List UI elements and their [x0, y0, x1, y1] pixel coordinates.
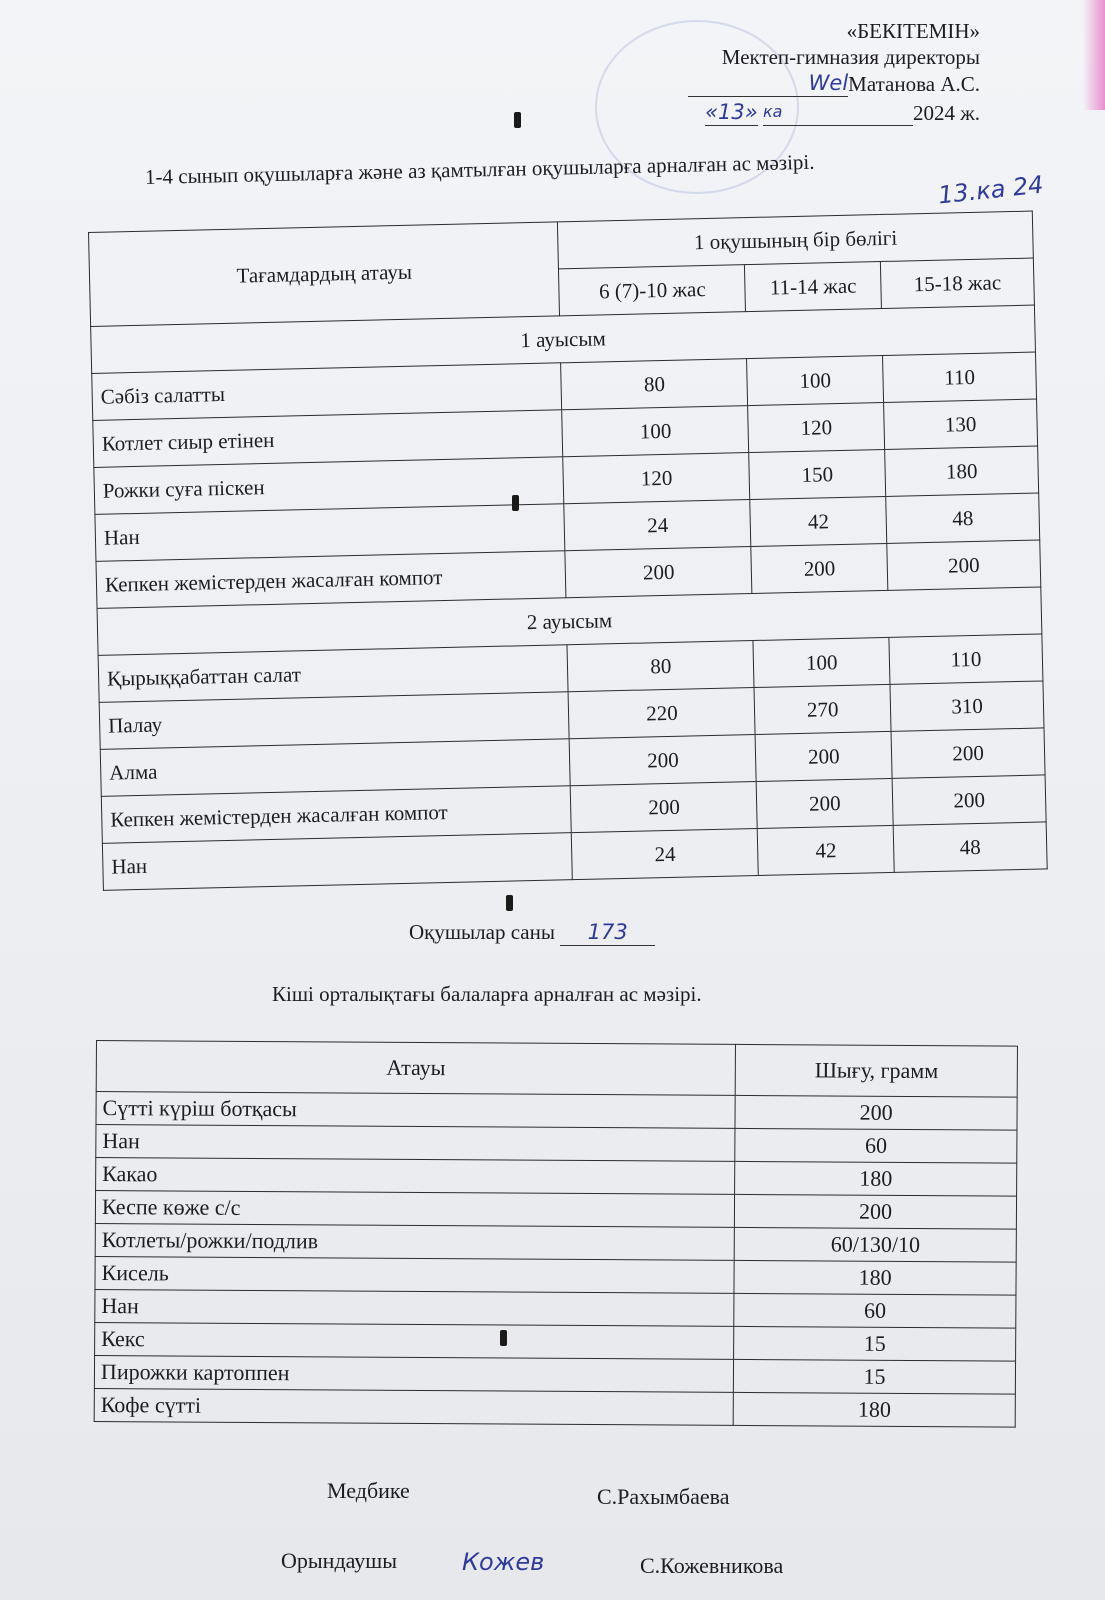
- portion-value: 200: [756, 778, 893, 828]
- output-value: 60: [735, 1128, 1017, 1163]
- pink-edge: [1083, 0, 1105, 110]
- portion-value: 200: [887, 540, 1041, 590]
- dish-name: Кепкен жемістерден жасалған компот: [101, 786, 571, 844]
- dish-name: Нан: [102, 833, 572, 891]
- portion-value: 120: [748, 402, 885, 452]
- output-value: 15: [734, 1326, 1016, 1361]
- dish-name: Кепкен жемістерден жасалған компот: [96, 551, 566, 609]
- portion-value: 200: [751, 543, 888, 593]
- director-signature-line: [688, 70, 848, 97]
- table-row: [94, 1355, 1015, 1394]
- menu1-table: [88, 211, 1048, 891]
- dish-name: Рожки суға піскен: [94, 457, 564, 515]
- table-row: [96, 1158, 1017, 1197]
- output-value: 15: [734, 1359, 1016, 1394]
- portion-value: 220: [569, 688, 756, 739]
- col-header-age-1: 6 (7)-10 жас: [559, 265, 746, 316]
- date-day: «13»: [705, 100, 758, 124]
- staple-mark: [506, 895, 513, 911]
- portion-value: 180: [885, 446, 1039, 496]
- col-header-age-2: 11-14 жас: [745, 262, 882, 312]
- nurse-label: Медбике: [327, 1478, 410, 1503]
- portion-value: 200: [891, 728, 1045, 778]
- portion-value: 100: [562, 406, 749, 457]
- output-value: 180: [733, 1392, 1015, 1427]
- student-count-value: 173: [560, 920, 655, 946]
- dish-name: Алма: [100, 739, 570, 797]
- col-header-portion: 1 оқушының бір бөлігі: [558, 211, 1033, 269]
- date-year: 2024 ж.: [912, 101, 980, 125]
- portion-value: 42: [757, 825, 894, 875]
- dish-name: Кофе сүтті: [94, 1388, 733, 1425]
- approval-position: Мектеп-гимназия директоры: [721, 45, 980, 69]
- output-value: 200: [735, 1095, 1017, 1130]
- staple-mark: [514, 112, 521, 128]
- dish-name: Какао: [96, 1158, 735, 1195]
- dish-name: Кисель: [95, 1256, 734, 1293]
- dish-name: Котлет сиыр етінен: [93, 410, 563, 468]
- performer-name: С.Кожевникова: [640, 1553, 784, 1578]
- portion-value: 200: [892, 775, 1046, 825]
- portion-value: 200: [570, 734, 757, 785]
- col-header-name: Атауы: [96, 1041, 736, 1096]
- output-value: 60: [734, 1293, 1016, 1328]
- output-value: 180: [734, 1260, 1016, 1295]
- table-row: [95, 1223, 1016, 1262]
- table-row: [96, 1125, 1017, 1164]
- portion-value: 42: [750, 496, 887, 546]
- dish-name: Пирожки картоппен: [94, 1355, 733, 1392]
- table-row: [95, 1256, 1016, 1295]
- portion-value: 110: [889, 634, 1043, 684]
- dish-name: Котлеты/рожки/подлив: [95, 1223, 734, 1260]
- director-signature: Wel: [808, 71, 849, 95]
- approval-block: [688, 18, 980, 126]
- portion-value: 100: [753, 637, 890, 687]
- menu2-table: [94, 1040, 1018, 1428]
- portion-value: 200: [565, 547, 752, 598]
- menu1-title: 1-4 сынып оқушыларға және аз қамтылған оқушыларға арналған ас мәзірі.: [144, 149, 815, 189]
- dish-name: Сәбіз салатты: [92, 363, 562, 421]
- dish-name: Нан: [96, 1125, 735, 1162]
- portion-value: 80: [567, 641, 754, 692]
- portion-value: 150: [749, 449, 886, 499]
- dish-name: Кекс: [95, 1322, 734, 1359]
- table-row: [96, 1092, 1017, 1131]
- portion-value: 200: [755, 731, 892, 781]
- table-row: [95, 1289, 1016, 1328]
- date-month: ка: [763, 97, 913, 126]
- dish-name: Нан: [95, 504, 565, 562]
- staple-mark: [500, 1330, 507, 1346]
- portion-value: 24: [572, 828, 759, 879]
- portion-value: 200: [571, 781, 758, 832]
- col-header-name: Тағамдардың атауы: [89, 222, 560, 327]
- menu2-title: Кіші орталықтағы балаларға арналған ас мәзірі.: [272, 982, 702, 1006]
- portion-value: 310: [890, 681, 1044, 731]
- portion-value: 48: [886, 493, 1040, 543]
- col-header-age-3: 15-18 жас: [881, 258, 1035, 308]
- col-header-output: Шығу, грамм: [735, 1044, 1017, 1097]
- portion-value: 110: [883, 352, 1037, 402]
- shift-2-label: 2 ауысым: [97, 587, 1042, 655]
- dish-name: Сүтті күріш ботқасы: [96, 1092, 735, 1129]
- staple-mark: [512, 495, 519, 511]
- nurse-name: С.Рахымбаева: [597, 1484, 730, 1509]
- performer-signature: Кожев: [462, 1548, 545, 1576]
- handwritten-date: 13.ка 24: [936, 170, 1045, 210]
- dish-name: Нан: [95, 1289, 734, 1326]
- portion-value: 24: [564, 500, 751, 551]
- student-count-label: Оқушылар саны: [409, 920, 555, 944]
- table-row: [94, 1388, 1015, 1427]
- table-row: [95, 1322, 1016, 1361]
- portion-value: 130: [884, 399, 1038, 449]
- portion-value: 80: [561, 359, 748, 410]
- dish-name: Қырыққабаттан салат: [98, 645, 568, 703]
- output-value: 200: [735, 1194, 1017, 1229]
- dish-name: Палау: [99, 692, 569, 750]
- approval-date-line: [688, 97, 980, 126]
- performer-label: Орындаушы: [281, 1548, 398, 1573]
- table-row: [95, 1191, 1016, 1230]
- student-count: [409, 920, 655, 946]
- output-value: 180: [735, 1161, 1017, 1196]
- portion-value: 48: [893, 822, 1047, 872]
- approval-title: «БЕКІТЕМІН»: [846, 19, 980, 43]
- portion-value: 120: [563, 453, 750, 504]
- portion-value: 270: [754, 684, 891, 734]
- director-name: Матанова А.С.: [848, 72, 980, 96]
- shift-1-label: 1 ауысым: [91, 305, 1036, 373]
- approval-name-line: [688, 70, 980, 97]
- portion-value: 100: [747, 356, 884, 406]
- dish-name: Кеспе көже с/с: [95, 1191, 734, 1228]
- output-value: 60/130/10: [734, 1227, 1016, 1262]
